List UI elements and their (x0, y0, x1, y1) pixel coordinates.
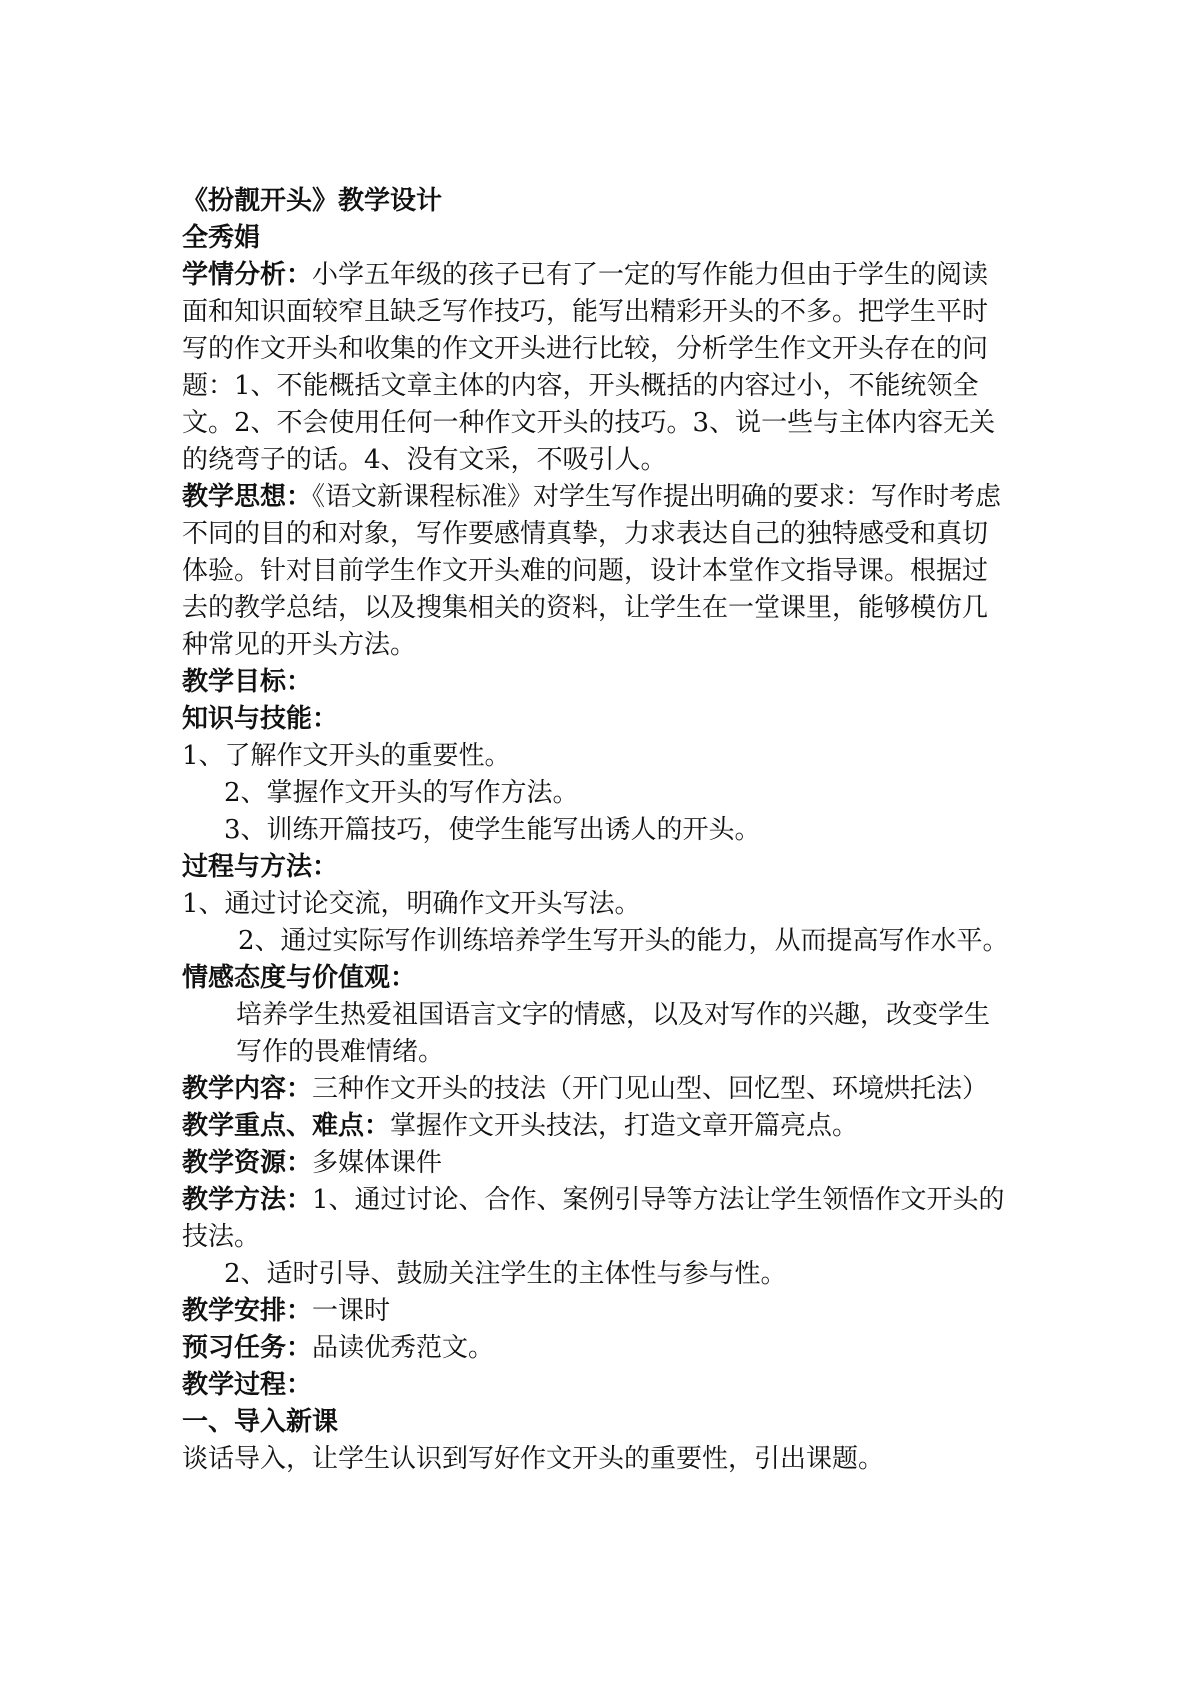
process-heading: 过程与方法： (182, 852, 339, 882)
methods-label: 教学方法： (182, 1185, 313, 1215)
preview-text: 品读优秀范文。 (312, 1333, 495, 1363)
arrangement-text: 一课时 (312, 1296, 391, 1326)
resources-text: 多媒体课件 (312, 1148, 443, 1178)
content-text: 三种作文开头的技法（开门见山型、回忆型、环境烘托法） (312, 1074, 989, 1104)
methods-item: 2、适时引导、鼓励关注学生的主体性与参与性。 (224, 1259, 787, 1289)
step1-text: 谈话导入，让学生认识到写好作文开头的重要性，引出课题。 (182, 1444, 885, 1474)
content-paragraph (182, 1071, 1012, 1108)
thought-label: 教学思想： (182, 482, 313, 512)
analysis-label: 学情分析： (182, 260, 313, 290)
resources-label: 教学资源： (182, 1148, 313, 1178)
knowledge-heading: 知识与技能： (182, 704, 339, 734)
goals-heading: 教学目标： (182, 667, 313, 697)
document-title: 《扮靓开头》教学设计 (182, 186, 443, 216)
keypoints-text: 掌握作文开头技法，打造文章开篇亮点。 (390, 1111, 859, 1141)
process-item: 1、通过讨论交流，明确作文开头写法。 (182, 889, 641, 919)
arrangement-paragraph (182, 1293, 1012, 1330)
process-item: 2、通过实际写作训练培养学生写开头的能力，从而提高写作水平。 (238, 926, 1009, 956)
knowledge-item: 2、掌握作文开头的写作方法。 (224, 778, 579, 808)
author-name: 全秀娟 (182, 223, 261, 253)
methods-paragraph (182, 1182, 1012, 1256)
analysis-text: 小学五年级的孩子已有了一定的写作能力但由于学生的阅读面和知识面较窄且缺乏写作技巧，能写出精彩开头的不多。把学生平时写的作文开头和收集的作文开头进行比较，分析学生作文开头存在的问题：1、不能概括文章主体的内容，开头概括的内容过小，不能统领全文。2、不会使用任何一种作文开头的技巧。3、说一些与主体内容无关的绕弯子的话。4、没有文采，不吸引人。 (182, 260, 996, 475)
preview-label: 预习任务： (182, 1333, 313, 1363)
methods-text: 1、通过讨论、合作、案例引导等方法让学生领悟作文开头的技法。 (182, 1185, 1005, 1252)
knowledge-item: 3、训练开篇技巧，使学生能写出诱人的开头。 (224, 815, 761, 845)
emotion-text: 培养学生热爱祖国语言文字的情感，以及对写作的兴趣，改变学生写作的畏难情绪。 (236, 1000, 991, 1067)
document-page (182, 183, 1012, 1478)
keypoints-paragraph (182, 1108, 1012, 1145)
resources-paragraph (182, 1145, 1012, 1182)
analysis-paragraph (182, 257, 1012, 479)
arrangement-label: 教学安排： (182, 1296, 313, 1326)
thought-text: 《语文新课程标准》对学生写作提出明确的要求：写作时考虑不同的目的和对象，写作要感情真挚，力求表达自己的独特感受和真切体验。针对目前学生作文开头难的问题，设计本堂作文指导课。根据过去的教学总结，以及搜集相关的资料，让学生在一堂课里，能够模仿几种常见的开头方法。 (182, 482, 1002, 660)
procedure-heading: 教学过程： (182, 1370, 313, 1400)
keypoints-label: 教学重点、难点： (182, 1111, 391, 1141)
knowledge-item: 1、了解作文开头的重要性。 (182, 741, 511, 771)
content-label: 教学内容： (182, 1074, 313, 1104)
thought-paragraph (182, 479, 1012, 664)
preview-paragraph (182, 1330, 1012, 1367)
step1-heading: 一、导入新课 (182, 1407, 339, 1437)
emotion-heading: 情感态度与价值观： (182, 963, 417, 993)
